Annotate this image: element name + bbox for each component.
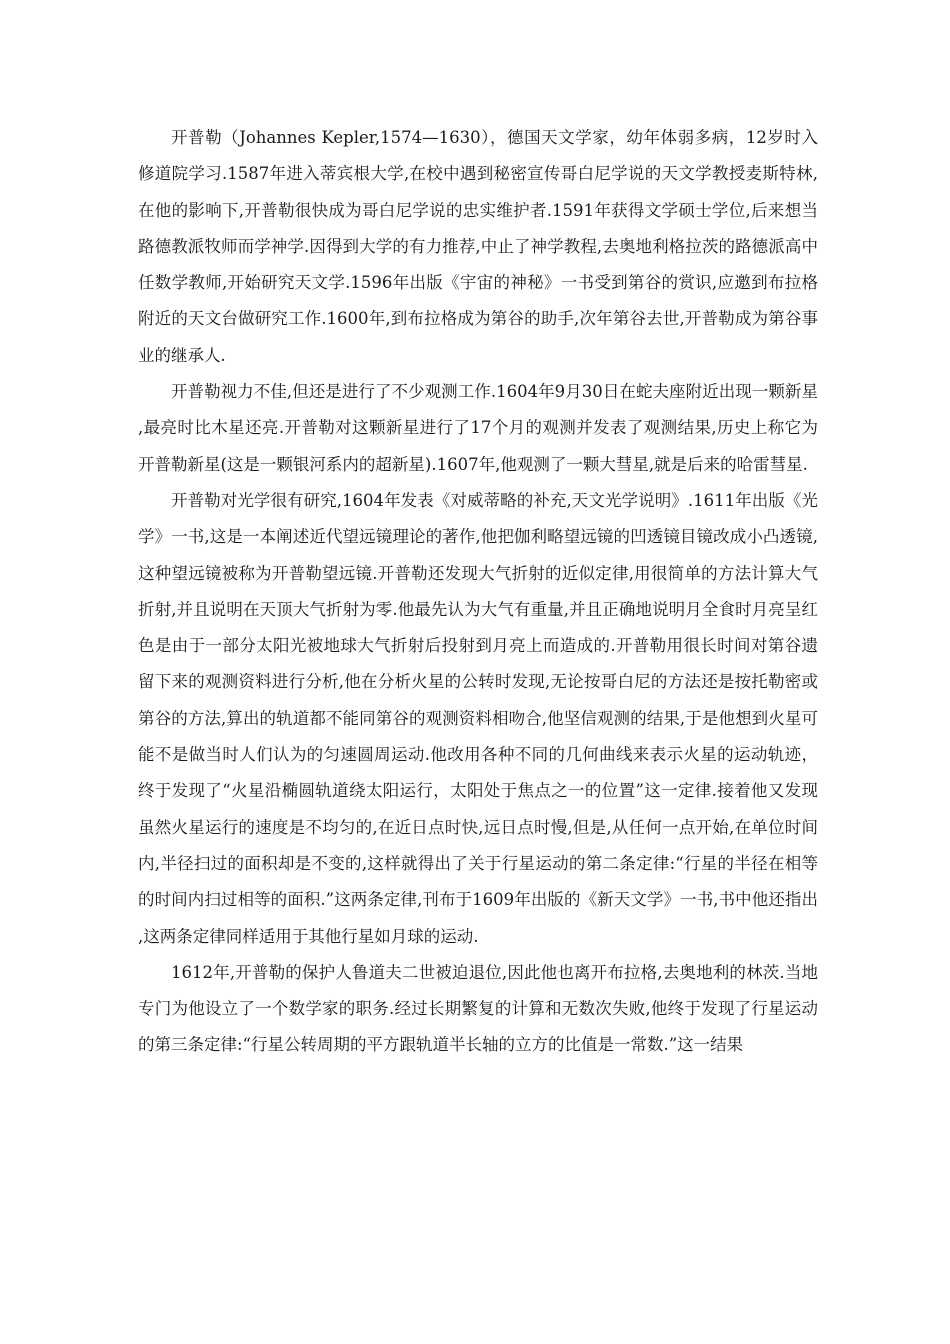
- paragraph-observations: 开普勒视力不佳,但还是进行了不少观测工作.1604年9月30日在蛇夫座附近出现一颗新星,最亮时比木星还亮.开普勒对这颗新星进行了17个月的观测并发表了观测结果,历史上称它为开普勒新星(这是一颗银河系内的超新星).1607年,他观测了一颗大彗星,就是后来的哈雷彗星.: [138, 382, 818, 474]
- paragraph-third-law: 1612年,开普勒的保护人鲁道夫二世被迫退位,因此他也离开布拉格,去奥地利的林茨.当地专门为他设立了一个数学家的职务.经过长期繁复的计算和无数次失败,他终于发现了行星运动的第三条定律:“行星公转周期的平方跟轨道半长轴的立方的比值是一常数.”这一结果: [138, 962, 818, 1055]
- paragraph-biography: 开普勒（Johannes Kepler,1574—1630），德国天文学家，幼年体弱多病，12岁时入修道院学习.1587年进入蒂宾根大学,在校中遇到秘密宣传哥白尼学说的天文学教授麦斯特林,在他的影响下,开普勒很快成为哥白尼学说的忠实维护者.1591年获得文学硕士学位,后来想当路德教派牧师而学神学.因得到大学的有力推荐,中止了神学教程,去奥地利格拉茨的路德派高中任数学教师,开始研究天文学.1596年出版《宇宙的神秘》一书受到第谷的赏识,应邀到布拉格附近的天文台做研究工作.1600年,到布拉格成为第谷的助手,次年第谷去世,开普勒成为第谷事业的继承人.: [138, 128, 818, 365]
- document-body: [138, 120, 818, 1064]
- paragraph-optics-and-laws: 开普勒对光学很有研究,1604年发表《对威蒂略的补充,天文光学说明》.1611年出版《光学》一书,这是一本阐述近代望远镜理论的著作,他把伽利略望远镜的凹透镜目镜改成小凸透镜,这种望远镜被称为开普勒望远镜.开普勒还发现大气折射的近似定律,用很简单的方法计算大气折射,并且说明在天顶大气折射为零.他最先认为大气有重量,并且正确地说明月全食时月亮呈红色是由于一部分太阳光被地球大气折射后投射到月亮上而造成的.开普勒用很长时间对第谷遗留下来的观测资料进行分析,他在分析火星的公转时发现,无论按哥白尼的方法还是按托勒密或第谷的方法,算出的轨道都不能同第谷的观测资料相吻合,他坚信观测的结果,于是他想到火星可能不是做当时人们认为的匀速圆周运动.他改用各种不同的几何曲线来表示火星的运动轨迹，终于发现了“火星沿椭圆轨道绕太阳运行，太阳处于焦点之一的位置”这一定律.接着他又发现虽然火星运行的速度是不均匀的,在近日点时快,远日点时慢,但是,从任何一点开始,在单位时间内,半径扫过的面积却是不变的,这样就得出了关于行星运动的第二条定律:“行星的半径在相等的时间内扫过相等的面积.”这两条定律,刊布于1609年出版的《新天文学》一书,书中他还指出,这两条定律同样适用于其他行星如月球的运动.: [138, 490, 818, 946]
